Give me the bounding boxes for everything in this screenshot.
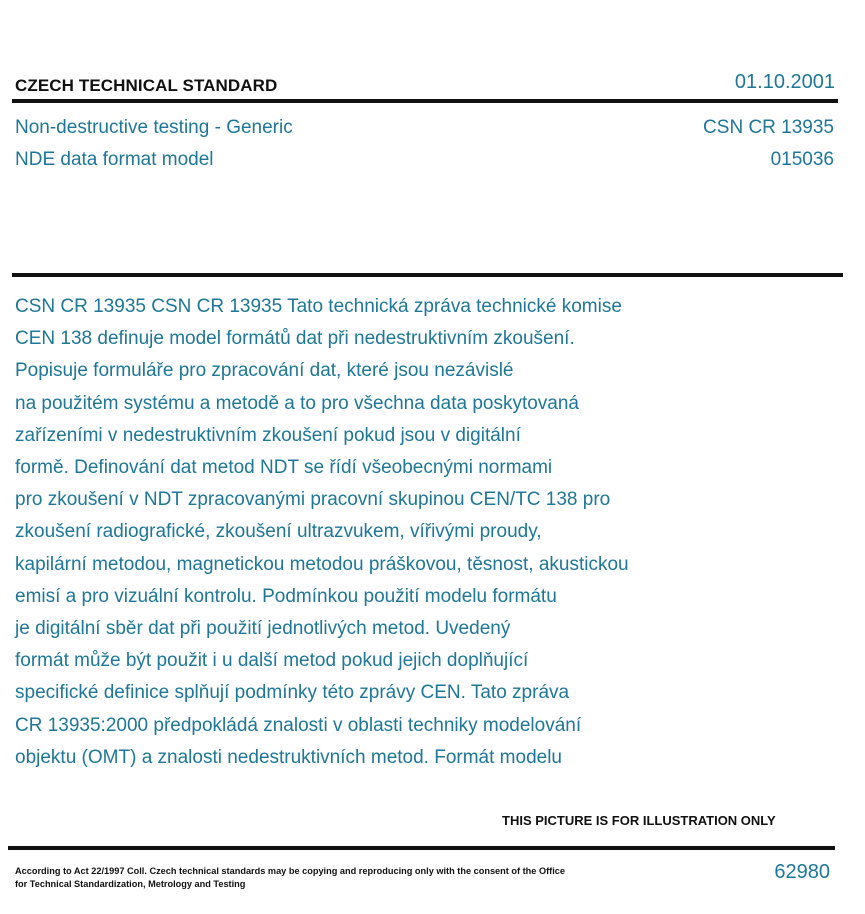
abstract-line: formě. Definování dat metod NDT se řídí všeobecnými normami <box>15 457 553 479</box>
document-number: 62980 <box>774 861 830 883</box>
publication-date: 01.10.2001 <box>734 71 835 93</box>
abstract-line: CR 13935:2000 předpokládá znalosti v oblasti techniky modelování <box>15 714 582 736</box>
abstract-line: zařízeními v nedestruktivním zkoušení pokud jsou v digitální <box>15 424 521 446</box>
abstract-line: na použitém systému a metodě a to pro všechna data poskytovaná <box>15 392 579 414</box>
standard-code: CSN CR 13935 <box>703 117 834 138</box>
abstract-line: je digitální sběr dat při použití jednotlivých metod. Uvedený <box>15 618 511 640</box>
abstract-line: specifické definice splňují podmínky této zprávy CEN. Tato zpráva <box>15 682 570 704</box>
abstract-line: formát může být použit i u další metod pokud jejich doplňující <box>15 650 529 672</box>
abstract-line: Popisuje formuláře pro zpracování dat, které jsou nezávislé <box>15 360 514 382</box>
catalog-number: 015036 <box>770 149 834 170</box>
abstract-text <box>15 291 775 774</box>
illustration-disclaimer: THIS PICTURE IS FOR ILLUSTRATION ONLY <box>502 813 776 828</box>
subject-line-2: NDE data format model <box>15 149 214 170</box>
header-divider <box>12 99 838 103</box>
abstract-line: zkoušení radiografické, zkoušení ultrazvukem, vířivými proudy, <box>15 521 542 543</box>
footer-divider <box>8 846 835 850</box>
section-divider <box>12 273 843 277</box>
abstract-line: CSN CR 13935 CSN CR 13935 Tato technická zpráva technické komise <box>15 296 622 317</box>
copyright-line-1: According to Act 22/1997 Coll. Czech technical standards may be copying and reproducing only with the consent of the Office <box>15 866 565 876</box>
abstract-line: CEN 138 definuje model formátů dat při nedestruktivním zkoušení. <box>15 328 575 350</box>
copyright-notice <box>15 865 565 890</box>
abstract-line: pro zkoušení v NDT zpracovanými pracovní skupinou CEN/TC 138 pro <box>15 489 611 511</box>
abstract-line: objektu (OMT) a znalosti nedestruktivních metod. Formát modelu <box>15 746 563 768</box>
copyright-line-2: for Technical Standardization, Metrology and Testing <box>15 878 246 889</box>
subject-line-1: Non-destructive testing - Generic <box>15 117 293 138</box>
abstract-line: emisí a pro vizuální kontrolu. Podmínkou použití modelu formátu <box>15 585 557 607</box>
document-type-heading: CZECH TECHNICAL STANDARD <box>15 76 278 95</box>
abstract-line: kapilární metodou, magnetickou metodou práškovou, těsnost, akustickou <box>15 553 629 575</box>
